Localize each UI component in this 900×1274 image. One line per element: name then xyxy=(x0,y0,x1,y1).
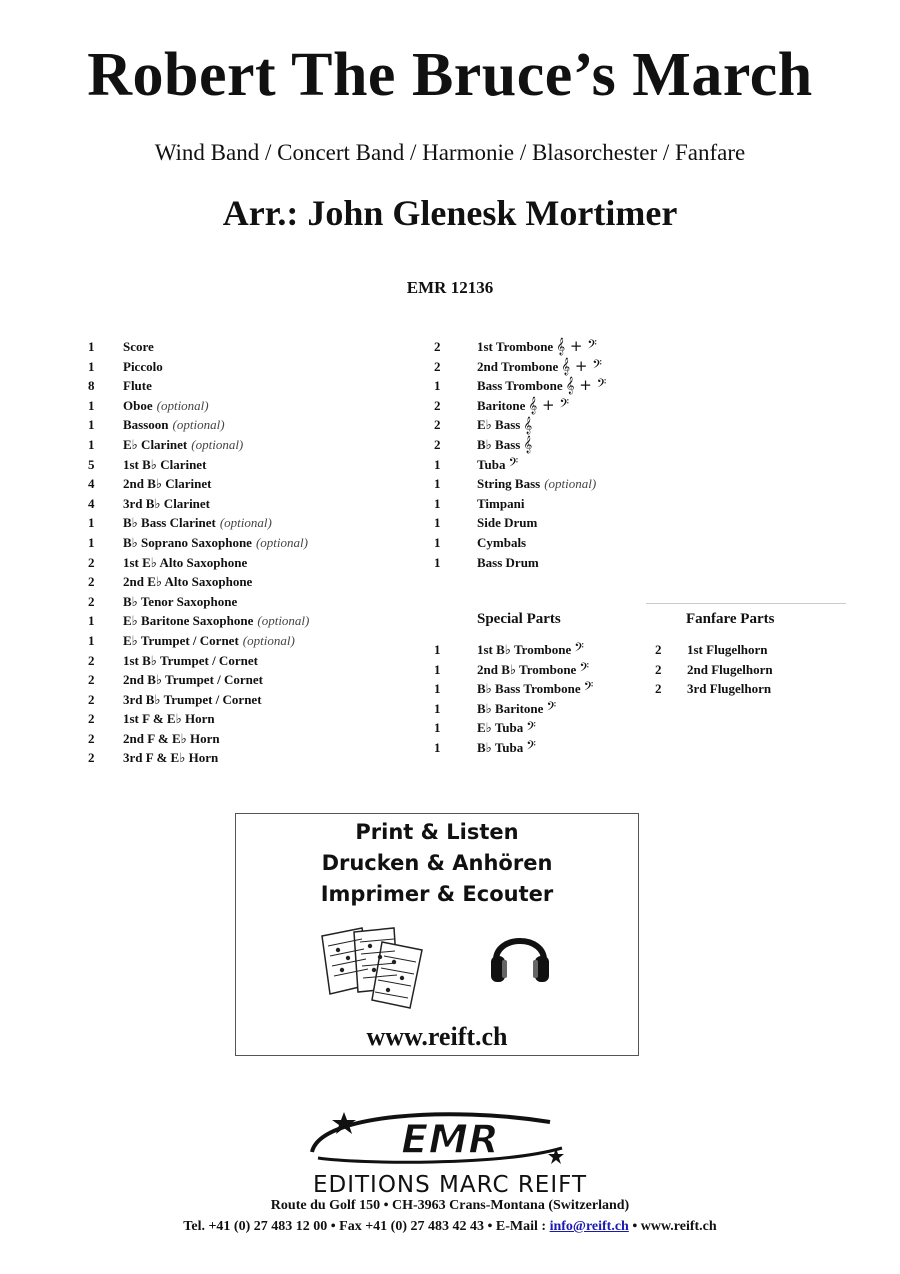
part-name: 2nd B♭ Trombone xyxy=(477,661,577,677)
part-quantity: 2 xyxy=(88,672,95,688)
part-name: B♭ Bass Trombone xyxy=(477,681,581,697)
list-item xyxy=(434,533,606,553)
list-item xyxy=(434,376,606,396)
part-quantity: 1 xyxy=(434,700,441,716)
instrumentation-list-right xyxy=(434,337,606,572)
part-name: 2nd F & E♭ Horn xyxy=(123,730,220,746)
emr-logo xyxy=(300,1108,600,1173)
list-item xyxy=(88,357,309,377)
clef-icon: 𝄞 + 𝄢 xyxy=(561,356,602,375)
part-name: E♭ Trumpet / Cornet xyxy=(123,632,239,648)
list-item xyxy=(88,396,309,416)
part-quantity: 2 xyxy=(88,554,95,570)
list-item xyxy=(88,533,309,553)
part-name: E♭ Clarinet xyxy=(123,436,188,452)
part-quantity: 1 xyxy=(434,681,441,697)
part-quantity: 2 xyxy=(88,730,95,746)
clef-icon: 𝄞 xyxy=(523,435,533,454)
part-quantity: 1 xyxy=(88,534,95,550)
part-name: B♭ Tuba xyxy=(477,739,524,755)
list-item xyxy=(88,748,309,768)
part-name: E♭ Baritone Saxophone xyxy=(123,613,254,629)
part-quantity: 2 xyxy=(434,339,441,354)
part-name: Bass Drum xyxy=(477,554,539,570)
publisher-address: Route du Golf 150 • CH-3963 Crans-Montana (Switzerland) xyxy=(270,1198,630,1213)
part-quantity: 4 xyxy=(88,495,95,511)
sheet-music-icon xyxy=(318,924,428,1015)
part-name: E♭ Bass xyxy=(477,417,521,433)
list-item xyxy=(434,357,606,377)
part-name: Score xyxy=(123,339,154,354)
part-quantity: 1 xyxy=(434,661,441,677)
part-name: 1st Flugelhorn xyxy=(687,642,768,657)
clef-icon: 𝄢 xyxy=(526,738,536,757)
fanfare-parts-list xyxy=(655,640,773,699)
part-name: 2nd Trombone xyxy=(477,358,559,374)
part-name: 3rd Flugelhorn xyxy=(687,681,772,697)
list-item xyxy=(88,631,309,651)
part-name: B♭ Bass xyxy=(477,436,521,452)
list-item xyxy=(434,718,593,738)
part-name: 2nd B♭ Clarinet xyxy=(123,476,212,492)
contact-phone-fax: Tel. +41 (0) 27 483 12 00 • Fax +41 (0) 27 483 42 43 • E-Mail : xyxy=(183,1219,550,1234)
promo-line-3: Imprimer & Ecouter xyxy=(320,882,554,906)
list-item xyxy=(88,455,309,475)
part-quantity: 2 xyxy=(655,642,662,657)
part-quantity: 2 xyxy=(88,691,95,707)
optional-note: (optional) xyxy=(191,436,244,452)
clef-icon: 𝄢 xyxy=(583,679,594,698)
contact-website: • www.reift.ch xyxy=(628,1219,717,1234)
optional-note: (optional) xyxy=(544,476,597,492)
part-name: 1st E♭ Alto Saxophone xyxy=(123,554,248,570)
part-name: B♭ Tenor Saxophone xyxy=(123,593,238,609)
part-quantity: 5 xyxy=(88,456,95,472)
optional-note: (optional) xyxy=(219,515,272,531)
part-quantity: 4 xyxy=(88,476,95,492)
list-item xyxy=(434,660,593,680)
special-parts-heading: Special Parts xyxy=(477,611,561,627)
part-quantity: 2 xyxy=(655,681,662,697)
list-item xyxy=(434,396,606,416)
list-item xyxy=(434,494,606,514)
part-quantity: 1 xyxy=(434,720,441,736)
part-quantity: 1 xyxy=(88,515,95,531)
headphones-icon xyxy=(488,922,552,993)
email-link[interactable]: info@reift.ch xyxy=(549,1219,629,1234)
part-quantity: 2 xyxy=(434,417,441,433)
list-item xyxy=(88,729,309,749)
page-title: Robert The Bruce’s March xyxy=(87,41,813,109)
part-quantity: 1 xyxy=(88,339,95,354)
part-quantity: 2 xyxy=(88,750,95,766)
optional-note: (optional) xyxy=(255,534,308,550)
part-quantity: 1 xyxy=(434,554,441,570)
part-name: 1st Trombone xyxy=(477,339,554,354)
list-item xyxy=(88,709,309,729)
part-quantity: 2 xyxy=(434,397,441,413)
list-item xyxy=(434,553,606,573)
part-quantity: 1 xyxy=(434,495,441,511)
clef-icon: 𝄞 + 𝄢 xyxy=(556,337,597,356)
part-name: 1st F & E♭ Horn xyxy=(123,711,215,727)
part-quantity: 1 xyxy=(88,397,95,413)
list-item xyxy=(88,690,309,710)
part-name: Timpani xyxy=(477,495,525,511)
part-quantity: 1 xyxy=(434,378,441,394)
list-item xyxy=(88,376,309,396)
arranger-credit: Arr.: John Glenesk Mortimer xyxy=(222,193,678,233)
clef-icon: 𝄢 xyxy=(526,718,536,737)
optional-note: (optional) xyxy=(257,613,310,629)
optional-note: (optional) xyxy=(242,632,295,648)
clef-icon: 𝄢 xyxy=(508,454,519,473)
fanfare-parts-heading: Fanfare Parts xyxy=(686,611,775,627)
list-item xyxy=(434,679,593,699)
promo-line-1: Print & Listen xyxy=(355,820,519,844)
part-quantity: 1 xyxy=(88,613,95,629)
part-name: 1st B♭ Trumpet / Cornet xyxy=(123,652,258,668)
promo-line-2: Drucken & Anhören xyxy=(321,851,553,875)
part-quantity: 1 xyxy=(434,739,441,755)
part-name: Cymbals xyxy=(477,534,527,550)
part-name: B♭ Bass Clarinet xyxy=(123,515,216,531)
list-item xyxy=(434,699,593,719)
list-item xyxy=(88,474,309,494)
part-quantity: 2 xyxy=(88,574,95,590)
part-quantity: 2 xyxy=(88,711,95,727)
part-name: 2nd E♭ Alto Saxophone xyxy=(123,574,253,590)
part-quantity: 2 xyxy=(434,436,441,452)
list-item xyxy=(434,455,606,475)
list-item xyxy=(655,640,773,660)
part-name: E♭ Tuba xyxy=(477,720,524,736)
part-quantity: 2 xyxy=(655,661,662,677)
part-quantity: 1 xyxy=(88,358,95,374)
part-quantity: 1 xyxy=(434,515,441,531)
publisher-name: EDITIONS MARC REIFT xyxy=(312,1172,588,1198)
part-quantity: 1 xyxy=(434,534,441,550)
list-item xyxy=(434,738,593,758)
clef-icon: 𝄢 xyxy=(546,699,557,718)
clef-icon: 𝄢 xyxy=(574,640,584,659)
optional-note: (optional) xyxy=(172,417,225,433)
part-quantity: 1 xyxy=(434,642,441,657)
optional-note: (optional) xyxy=(156,397,209,413)
list-item xyxy=(88,513,309,533)
list-item xyxy=(434,435,606,455)
part-name: B♭ Baritone xyxy=(477,700,544,716)
list-item xyxy=(88,337,309,357)
part-name: B♭ Soprano Saxophone xyxy=(123,534,252,550)
part-quantity: 2 xyxy=(88,593,95,609)
list-item xyxy=(88,651,309,671)
list-item xyxy=(434,474,606,494)
part-name: Flute xyxy=(123,378,152,394)
list-item xyxy=(434,415,606,435)
print-listen-box xyxy=(235,813,639,1056)
list-item xyxy=(88,415,309,435)
list-item xyxy=(434,513,606,533)
promo-url: www.reift.ch xyxy=(366,1022,508,1051)
part-quantity: 2 xyxy=(88,652,95,668)
list-item xyxy=(434,337,606,357)
list-item xyxy=(88,553,309,573)
list-item xyxy=(88,670,309,690)
svg-text:EMR: EMR xyxy=(401,1117,499,1163)
list-item xyxy=(655,679,773,699)
divider xyxy=(646,603,846,604)
ensemble-subtitle: Wind Band / Concert Band / Harmonie / Blasorchester / Fanfare xyxy=(154,140,746,165)
instrumentation-list-left xyxy=(88,337,309,768)
part-name: String Bass xyxy=(477,476,541,492)
part-name: Piccolo xyxy=(123,358,163,374)
part-name: 1st B♭ Clarinet xyxy=(123,456,207,472)
part-quantity: 8 xyxy=(88,378,95,394)
part-name: Bassoon xyxy=(123,417,169,433)
list-item xyxy=(88,435,309,455)
publisher-contact xyxy=(0,1219,900,1235)
part-quantity: 2 xyxy=(434,358,441,374)
clef-icon: 𝄢 xyxy=(579,659,589,678)
part-quantity: 1 xyxy=(88,417,95,433)
part-name: 1st B♭ Trombone xyxy=(477,642,572,657)
list-item xyxy=(434,640,593,660)
part-name: Tuba xyxy=(477,456,506,472)
part-name: Baritone xyxy=(477,397,526,413)
part-name: Oboe xyxy=(123,397,153,413)
list-item xyxy=(88,494,309,514)
list-item xyxy=(655,660,773,680)
catalog-code: EMR 12136 xyxy=(406,278,494,297)
clef-icon: 𝄞 xyxy=(523,415,533,434)
part-name: 3rd B♭ Trumpet / Cornet xyxy=(123,691,262,707)
part-name: 3rd F & E♭ Horn xyxy=(123,750,219,766)
list-item xyxy=(88,611,309,631)
part-name: 3rd B♭ Clarinet xyxy=(123,495,211,511)
clef-icon: 𝄞 + 𝄢 xyxy=(565,376,607,395)
list-item xyxy=(88,592,309,612)
part-quantity: 1 xyxy=(88,632,95,648)
part-quantity: 1 xyxy=(88,436,95,452)
part-name: 2nd B♭ Trumpet / Cornet xyxy=(123,672,263,688)
part-name: Side Drum xyxy=(477,515,538,531)
part-name: Bass Trombone xyxy=(477,378,563,394)
part-quantity: 1 xyxy=(434,456,441,472)
part-quantity: 1 xyxy=(434,476,441,492)
special-parts-list xyxy=(434,640,593,758)
list-item xyxy=(88,572,309,592)
part-name: 2nd Flugelhorn xyxy=(687,661,773,677)
clef-icon: 𝄞 + 𝄢 xyxy=(528,396,570,415)
